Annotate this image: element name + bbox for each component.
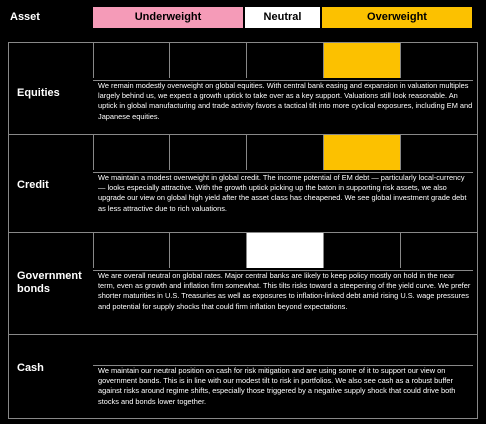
credit-scale	[93, 135, 478, 170]
cash-row	[8, 334, 478, 418]
scale-cell-ow1	[324, 233, 401, 268]
equities-description: We remain modestly overweight on global equities. With central bank easing and expansion in valuation multiples largely behind us, we expect a growth uptick to take over as a key support. Valuations still look reasonable. An uptick in global manufacturing and trade activity favors a tactical tilt into more cyclical exposures, including EM and Japanese equities.	[93, 80, 473, 122]
equities-scale	[93, 43, 478, 78]
government-bonds-label-line2: bonds	[17, 283, 50, 295]
scale-cell-uw2	[93, 43, 170, 78]
table-header	[0, 0, 486, 34]
scale-cell-ow2	[401, 233, 478, 268]
government-bonds-description: We are overall neutral on global rates. Major central banks are likely to keep policy mostly on hold in the near term, even as growth and inflation firm somewhat. This tilts risks toward a steepening of the yield curve. We prefer shorter maturities in U.S. Treasuries as well as exposures to inflation-linked debt amid rising U.S. wage pressures and potential for supply shocks that could firm inflation beyond expectations.	[93, 270, 473, 312]
scale-cell-uw1	[170, 43, 247, 78]
cash-label: Cash	[17, 362, 44, 374]
scale-cell-uw1	[170, 233, 247, 268]
scale-cell-ow2	[401, 135, 478, 170]
overweight-header: Overweight	[322, 7, 472, 28]
government-bonds-row	[8, 232, 478, 334]
underweight-header: Underweight	[93, 7, 243, 28]
government-bonds-label-line1: Government	[17, 270, 82, 282]
scale-cell-ow2	[401, 43, 478, 78]
scale-cell-neutral	[247, 135, 324, 170]
table-frame-bottom	[8, 418, 478, 419]
equities-label: Equities	[17, 87, 60, 99]
equities-row	[8, 42, 478, 126]
scale-cell-uw2	[93, 233, 170, 268]
credit-label: Credit	[17, 179, 49, 191]
cash-description: We maintain our neutral position on cash for risk mitigation and are using some of it to support our view on government bonds. This is in line with our modest tilt to risk in portfolios. We also see cash as a robust buffer against risks around regime shifts, especially those triggered by a negative supply shock that could drive both stocks and bonds lower together.	[93, 365, 473, 407]
government-bonds-label	[17, 270, 82, 296]
scale-cell-uw2	[93, 135, 170, 170]
credit-row	[8, 134, 478, 232]
scale-cell-ow1-active	[324, 135, 401, 170]
neutral-header: Neutral	[245, 7, 320, 28]
asset-column-header: Asset	[10, 11, 40, 23]
scale-cell-neutral-active	[247, 233, 324, 268]
scale-cell-ow1-active	[324, 43, 401, 78]
credit-description: We maintain a modest overweight in global credit. The income potential of EM debt — particularly local-currency — looks especially attractive. With the growth uptick picking up the baton in supporting risk assets, we also upgrade our view on global high yield after the asset class has cheapened. We see global investment grade debt as less attractive due to rich valuations.	[93, 172, 473, 214]
scale-cell-uw1	[170, 135, 247, 170]
scale-cell-neutral	[247, 43, 324, 78]
government-bonds-scale	[93, 233, 478, 268]
